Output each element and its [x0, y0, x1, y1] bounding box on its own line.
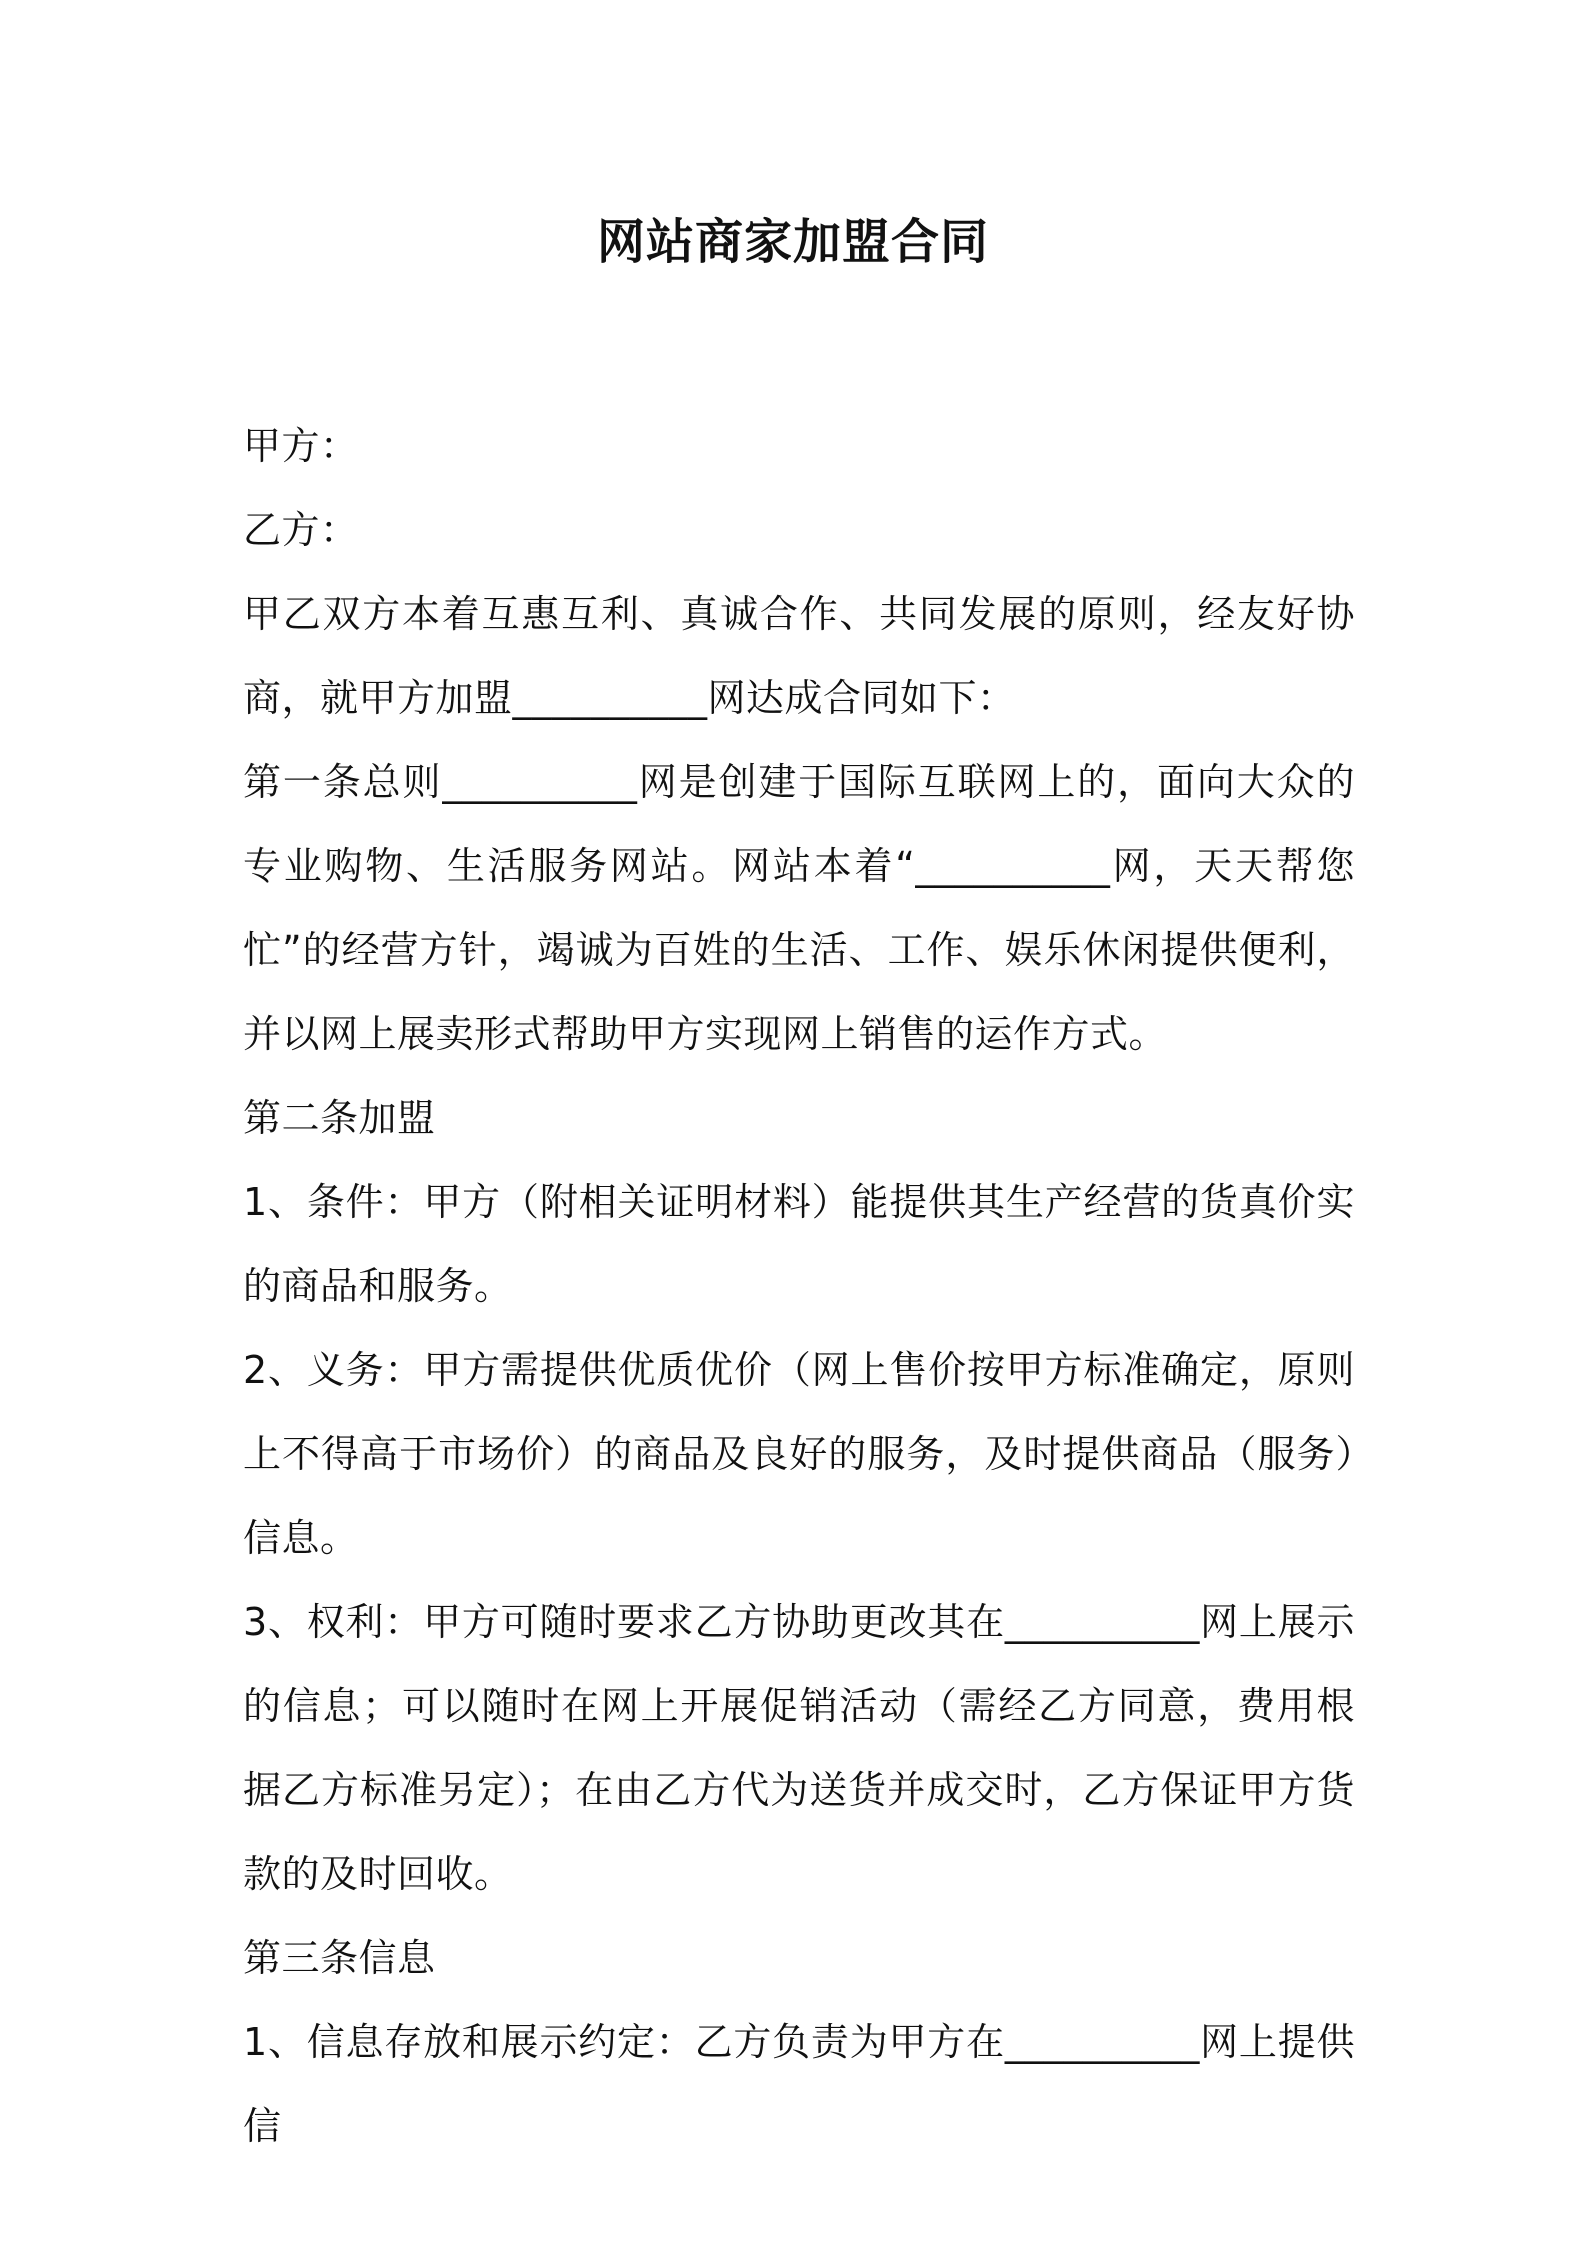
- document-body: [243, 404, 1355, 2168]
- article-2-clause-1: 1、条件：甲方（附相关证明材料）能提供其生产经营的货真价实的商品和服务。: [243, 1180, 1355, 1308]
- party-a-line: 甲方：: [243, 424, 359, 468]
- article-2-clause-2: 2、义务：甲方需提供优质优价（网上售价按甲方标准确定，原则上不得高于市场价）的商品及良好的服务，及时提供商品（服务）信息。: [243, 1348, 1355, 1560]
- article-1-general: 第一条总则__________网是创建于国际互联网上的，面向大众的专业购物、生活服务网站。网站本着“__________网，天天帮您忙”的经营方针，竭诚为百姓的生活、工作、娱乐休闲提供便利，并以网上展卖形式帮助甲方实现网上销售的运作方式。: [243, 760, 1355, 1056]
- article-2-heading: 第二条加盟: [243, 1096, 436, 1140]
- article-3-heading: 第三条信息: [243, 1936, 436, 1980]
- article-2-clause-3: 3、权利：甲方可随时要求乙方协助更改其在__________网上展示的信息；可以随时在网上开展促销活动（需经乙方同意，费用根据乙方标准另定）；在由乙方代为送货并成交时，乙方保证甲方货款的及时回收。: [243, 1600, 1355, 1896]
- article-3-clause-1: 1、信息存放和展示约定：乙方负责为甲方在__________网上提供信: [243, 2020, 1355, 2148]
- document-title: 网站商家加盟合同: [596, 214, 989, 270]
- preamble-paragraph: 甲乙双方本着互惠互利、真诚合作、共同发展的原则，经友好协商，就甲方加盟__________网达成合同如下：: [243, 592, 1355, 720]
- party-b-line: 乙方：: [243, 508, 359, 552]
